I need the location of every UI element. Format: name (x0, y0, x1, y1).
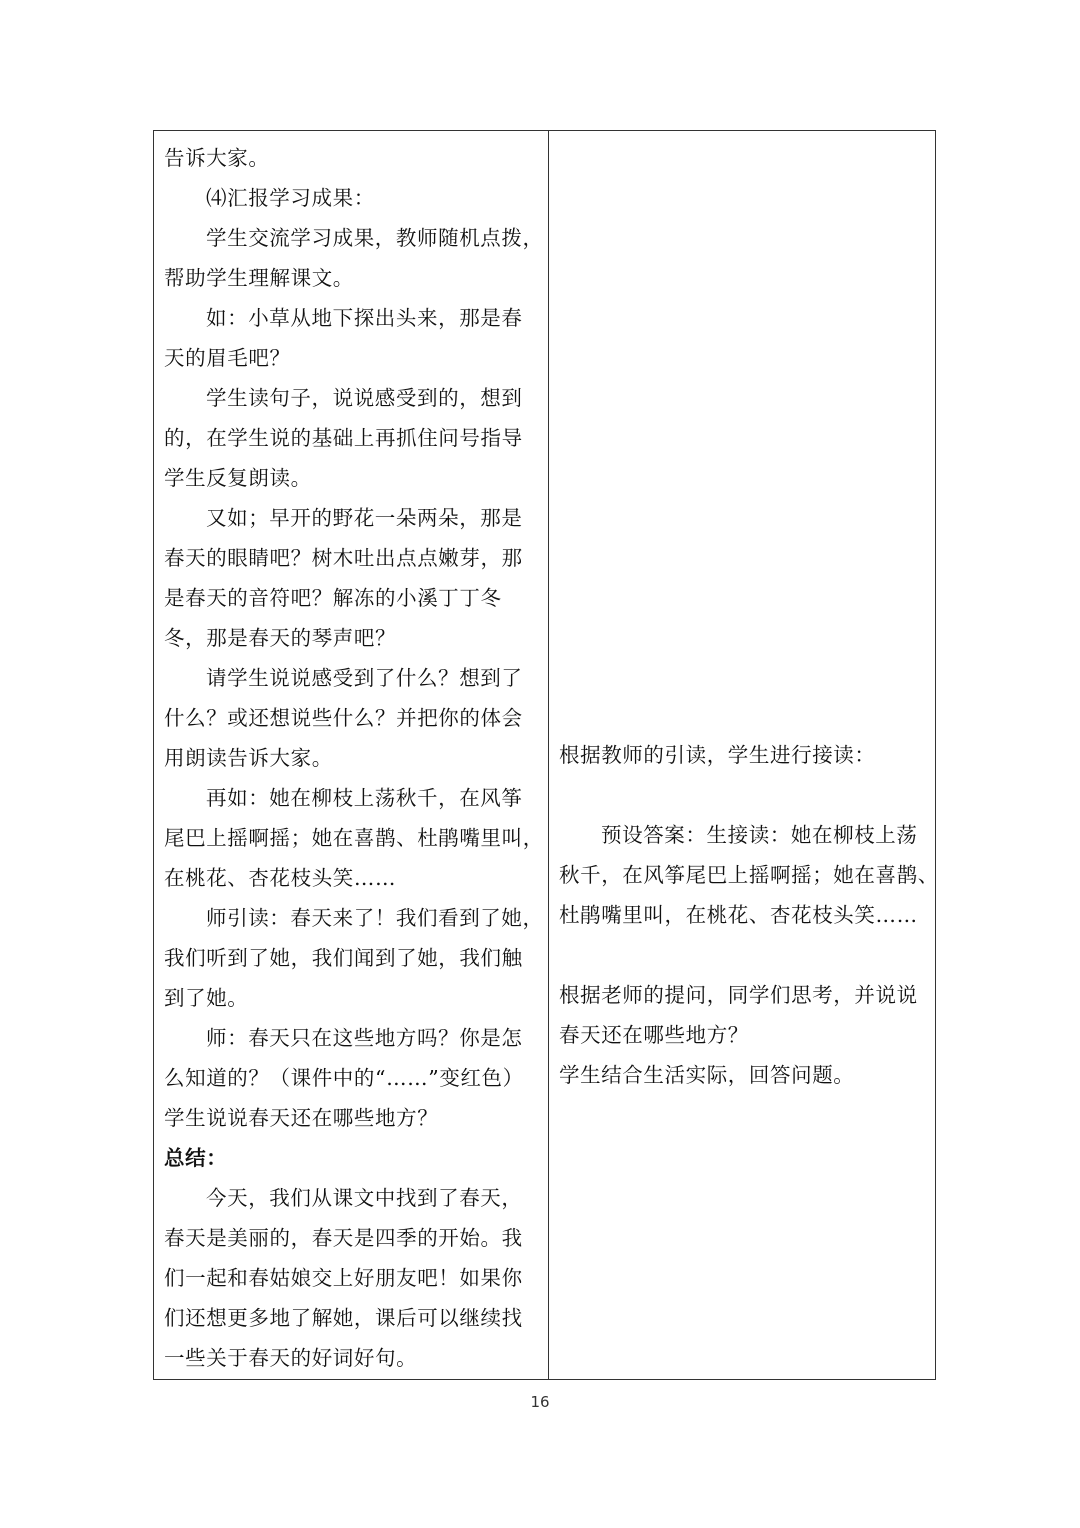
text-line: 请学生说说感受到了什么？想到了 (206, 666, 523, 690)
text-line: 么知道的？（课件中的“……”变红色） (164, 1066, 524, 1090)
text-line: 尾巴上摇啊摇；她在喜鹊、杜鹃嘴里叫， (164, 826, 544, 850)
text-line: 学生交流学习成果，教师随机点拨， (206, 226, 544, 250)
text-line: 师引读：春天来了！我们看到了她， (206, 906, 544, 930)
text-line: 一些关于春天的好词好句。 (164, 1346, 418, 1370)
text-line: 什么？或还想说些什么？并把你的体会 (164, 706, 523, 730)
text-line: 用朗读告诉大家。 (164, 746, 333, 770)
text-line: 我们听到了她，我们闻到了她，我们触 (164, 946, 523, 970)
student-activity-column (549, 131, 939, 1379)
text-line: 告诉大家。 (164, 146, 270, 170)
preset-answer-block (559, 815, 939, 935)
text-line: 们一起和春姑娘交上好朋友吧！如果你 (164, 1266, 523, 1290)
text-line: 们还想更多地了解她，课后可以继续找 (164, 1306, 523, 1330)
guided-reading-note (559, 735, 927, 775)
text-line: 师：春天只在这些地方吗？你是怎 (206, 1026, 523, 1050)
text-line: 在桃花、杏花枝头笑…… (164, 866, 397, 890)
text-line: 再如：她在柳枝上荡秋千，在风筝 (206, 786, 523, 810)
section-heading: ⑷汇报学习成果： (206, 186, 375, 210)
text-line: 冬，那是春天的琴声吧？ (164, 626, 397, 650)
text-line: 天的眉毛吧？ (164, 346, 291, 370)
text-line: 根据教师的引读，学生进行接读： (559, 743, 876, 767)
text-line: 帮助学生理解课文。 (164, 266, 354, 290)
text-line: 春天还在哪些地方？ (559, 1023, 749, 1047)
text-line: 学生说说春天还在哪些地方？ (164, 1106, 439, 1130)
text-line: 是春天的音符吧？解冻的小溪丁丁冬 (164, 586, 502, 610)
text-line: 学生反复朗读。 (164, 466, 312, 490)
text-line: 学生结合生活实际，回答问题。 (559, 1063, 855, 1087)
summary-heading: 总结： (164, 1146, 228, 1170)
text-line: 今天，我们从课文中找到了春天， (206, 1186, 523, 1210)
text-line: 杜鹃嘴里叫，在桃花、杏花枝头笑…… (559, 903, 918, 927)
text-line: 秋千，在风筝尾巴上摇啊摇；她在喜鹊、 (559, 863, 939, 887)
text-line: 预设答案：生接读：她在柳枝上荡 (601, 823, 918, 847)
teacher-activity-column (154, 131, 549, 1379)
page-number: 16 (530, 1393, 550, 1411)
lesson-plan-table (153, 130, 939, 1380)
text-line: 学生读句子，说说感受到的，想到 (206, 386, 523, 410)
text-line: 春天是美丽的，春天是四季的开始。我 (164, 1226, 523, 1250)
text-line: 又如；早开的野花一朵两朵，那是 (206, 506, 523, 530)
text-line: 到了她。 (164, 986, 249, 1010)
text-line: 春天的眼睛吧？树木吐出点点嫩芽，那 (164, 546, 523, 570)
text-line: 的，在学生说的基础上再抓住问号指导 (164, 426, 523, 450)
text-line: 如：小草从地下探出头来，那是春 (206, 306, 523, 330)
text-line: 根据老师的提问，同学们思考，并说说 (559, 983, 918, 1007)
think-answer-block (559, 975, 927, 1095)
